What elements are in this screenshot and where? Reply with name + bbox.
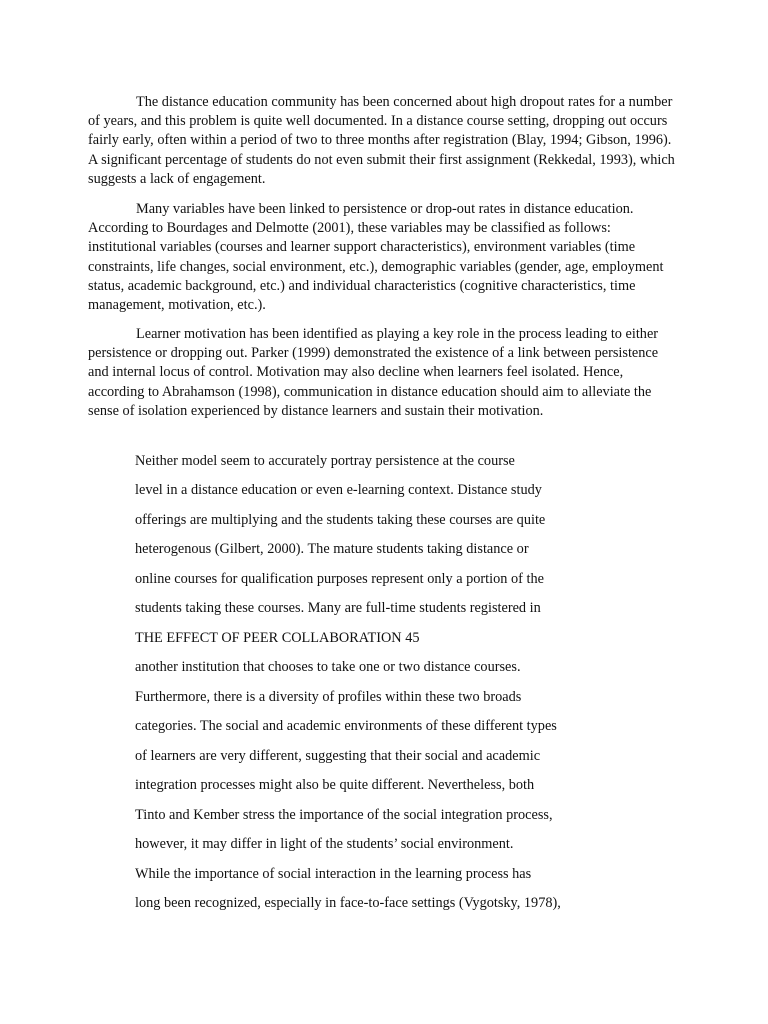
text-line: students taking these courses. Many are full-time students registered in [135, 600, 541, 616]
text-line: heterogenous (Gilbert, 2000). The mature students taking distance or [135, 541, 529, 557]
text-line: level in a distance education or even e-learning context. Distance study [135, 482, 542, 498]
paragraph-persistence-variables: Many variables have been linked to persistence or drop-out rates in distance education. According to Bourdages and Delmotte (2001), these variables may be classified as follows: institutional variables (courses and learner support characteristics), environment variables (time constraints, life changes, social environment, etc.), demographic variables (gender, age, employment status, academic background, etc.) and individual characteristics (cognitive characteristics, time management, motivation, etc.). [88, 201, 664, 314]
running-head: THE EFFECT OF PEER COLLABORATION 45 [135, 630, 420, 646]
text-line: Tinto and Kember stress the importance of the social integration process, [135, 807, 553, 823]
text-line: categories. The social and academic environments of these different types [135, 718, 557, 734]
text-line: offerings are multiplying and the students taking these courses are quite [135, 512, 546, 528]
text-line: While the importance of social interaction in the learning process has [135, 866, 532, 882]
text-line: Furthermore, there is a diversity of profiles within these two broads [135, 689, 522, 705]
text-line: of learners are very different, suggesting that their social and academic [135, 748, 541, 764]
text-line: long been recognized, especially in face-to-face settings (Vygotsky, 1978), [135, 895, 561, 911]
text-line: online courses for qualification purposes represent only a portion of the [135, 571, 544, 587]
text-line: integration processes might also be quite different. Nevertheless, both [135, 777, 535, 793]
text-line: Neither model seem to accurately portray persistence at the course [135, 453, 515, 469]
paragraph-learner-motivation: Learner motivation has been identified as playing a key role in the process leading to either persistence or dropping out. Parker (1999) demonstrated the existence of a link between persistence and internal locus of control. Motivation may also decline when learners feel isolated. Hence, according to Abrahamson (1998), communication in distance education should aim to alleviate the sense of isolation experienced by distance learners and sustain their motivation. [88, 326, 659, 419]
text-line: however, it may differ in light of the students’ social environment. [135, 836, 514, 852]
text-line: another institution that chooses to take one or two distance courses. [135, 659, 521, 675]
paragraph-dropout-rates: The distance education community has been concerned about high dropout rates for a number of years, and this problem is quite well documented. In a distance course setting, dropping out occurs fairly early, often within a period of two to three months after registration (Blay, 1994; Gibson, 1996). A significant percentage of students do not even submit their first assignment (Rekkedal, 1993), which suggests a lack of engagement. [88, 94, 675, 187]
